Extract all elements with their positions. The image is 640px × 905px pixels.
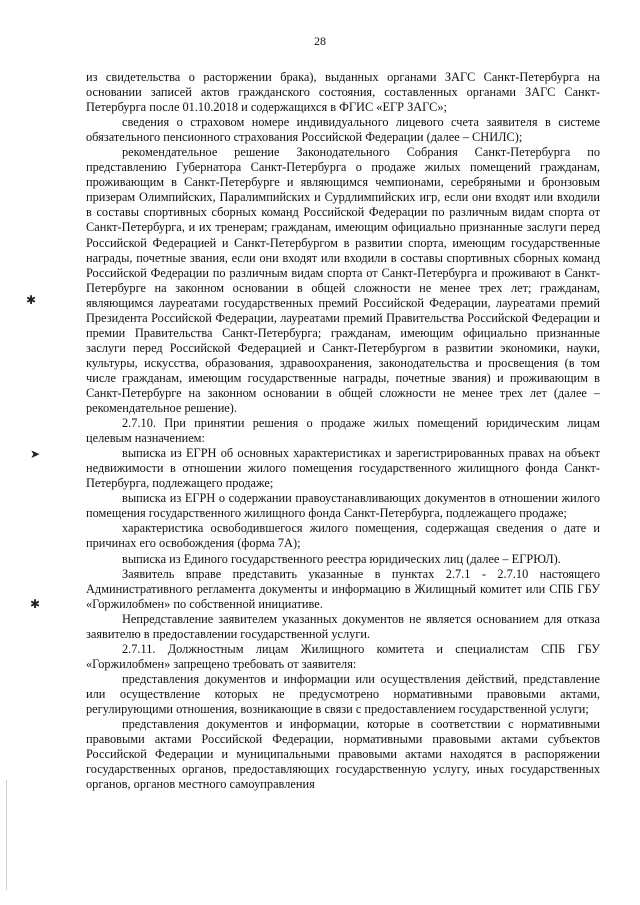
- page-number: 28: [314, 34, 326, 48]
- margin-bullet-mark-2: ✱: [30, 597, 41, 611]
- paragraph-2: сведения о страховом номере индивидуального лицевого счета заявителя в системе обязательного пенсионного страхования Российской Федерации (далее – СНИЛС);: [86, 115, 600, 145]
- margin-bullet-mark-1: ✱: [26, 293, 37, 307]
- margin-arrow-mark: ➤: [30, 447, 41, 461]
- paragraph-9: Заявитель вправе представить указанные в пунктах 2.7.1 - 2.7.10 настоящего Административного регламента документы и информацию в Жилищный комитет или СПБ ГБУ «Горжилобмен» по собственной инициативе.: [86, 566, 600, 611]
- paragraph-10: Непредставление заявителем указанных документов не является основанием для отказа заявителю в предоставлении государственной услуги.: [86, 611, 600, 641]
- paragraph-8: выписка из Единого государственного реестра юридических лиц (далее – ЕГРЮЛ).: [122, 551, 561, 566]
- paragraph-11: 2.7.11. Должностным лицам Жилищного комитета и специалистам СПБ ГБУ «Горжилобмен» запрещено требовать от заявителя:: [86, 641, 600, 671]
- scan-edge-line: [6, 780, 7, 890]
- paragraph-1: из свидетельства о расторжении брака), выданных органами ЗАГС Санкт-Петербурга на основании записей актов гражданского состояния, составленных органами ЗАГС Санкт-Петербурга после 01.10.2018 и содержащихся в ФГИС «ЕГР ЗАГС»;: [86, 70, 600, 115]
- paragraph-5: выписка из ЕГРН об основных характеристиках и зарегистрированных правах на объект недвижимости в отношении жилого помещения государственного жилищного фонда Санкт-Петербурга, подлежащего продаже;: [86, 446, 600, 491]
- paragraph-4: 2.7.10. При принятии решения о продаже жилых помещений юридическим лицам целевым назначением:: [86, 416, 600, 446]
- paragraph-3: рекомендательное решение Законодательного Собрания Санкт-Петербурга по представлению Губернатора Санкт-Петербурга о продаже жилых помещений гражданам, проживающим в Санкт-Петербурге и являющимся чемпионами, серебряными и бронзовым призерам Олимпийских, Паралимпийских и Сурдлимпийских игр, если они входят или входили в составы спортивных сборных команд Российской Федерации по различным видам спорта от Санкт-Петербурга, и их тренерам; гражданам, имеющим официально признанные заслуги перед Российской Федерацией и Санкт-Петербургом в развитии спорта, имеющим государственные награды, почетные звания, если они входят или входили в составы спортивных сборных команд Российской Федерации по различным видам спорта от Санкт-Петербурга и проживают в Санкт-Петербурге на законном основании в общей сложности не менее трех лет; гражданам, являющимся лауреатами государственных премий Российской Федерации, лауреатами премий Президента Российской Федерации, лауреатами премий Правительства Российской Федерации и премии Правительства Санкт-Петербурга; гражданам, имеющим официально признанные заслуги перед Российской Федерацией и Санкт-Петербургом в развитии экономики, науки, культуры, искусства, образования, здравоохранения, законодательства и просвещения (в том числе гражданам, имеющим государственные награды, почетные звания) и проживающим в Санкт-Петербурге на законном основании в общей сложности не менее трех лет (далее – рекомендательное решение).: [86, 145, 600, 416]
- paragraph-6: выписка из ЕГРН о содержании правоустанавливающих документов в отношении жилого помещения государственного жилищного фонда Санкт-Петербурга, подлежащего продаже;: [86, 491, 600, 521]
- paragraph-7: характеристика освободившегося жилого помещения, содержащая сведения о дате и причинах его освобождения (форма 7А);: [86, 521, 600, 551]
- document-body: [86, 70, 600, 792]
- paragraph-13: представления документов и информации, которые в соответствии с нормативными правовыми актами Российской Федерации, нормативными правовыми актами субъектов Российской Федерации и муниципальными правовыми актами находятся в распоряжении государственных органов, предоставляющих государственную услугу, иных государственных органов, органов местного самоуправления: [86, 717, 600, 792]
- paragraph-12: представления документов и информации или осуществления действий, представление или осуществление которых не предусмотрено нормативными правовыми актами, регулирующими отношения, возникающие в связи с предоставлением государственной услуги;: [86, 671, 600, 716]
